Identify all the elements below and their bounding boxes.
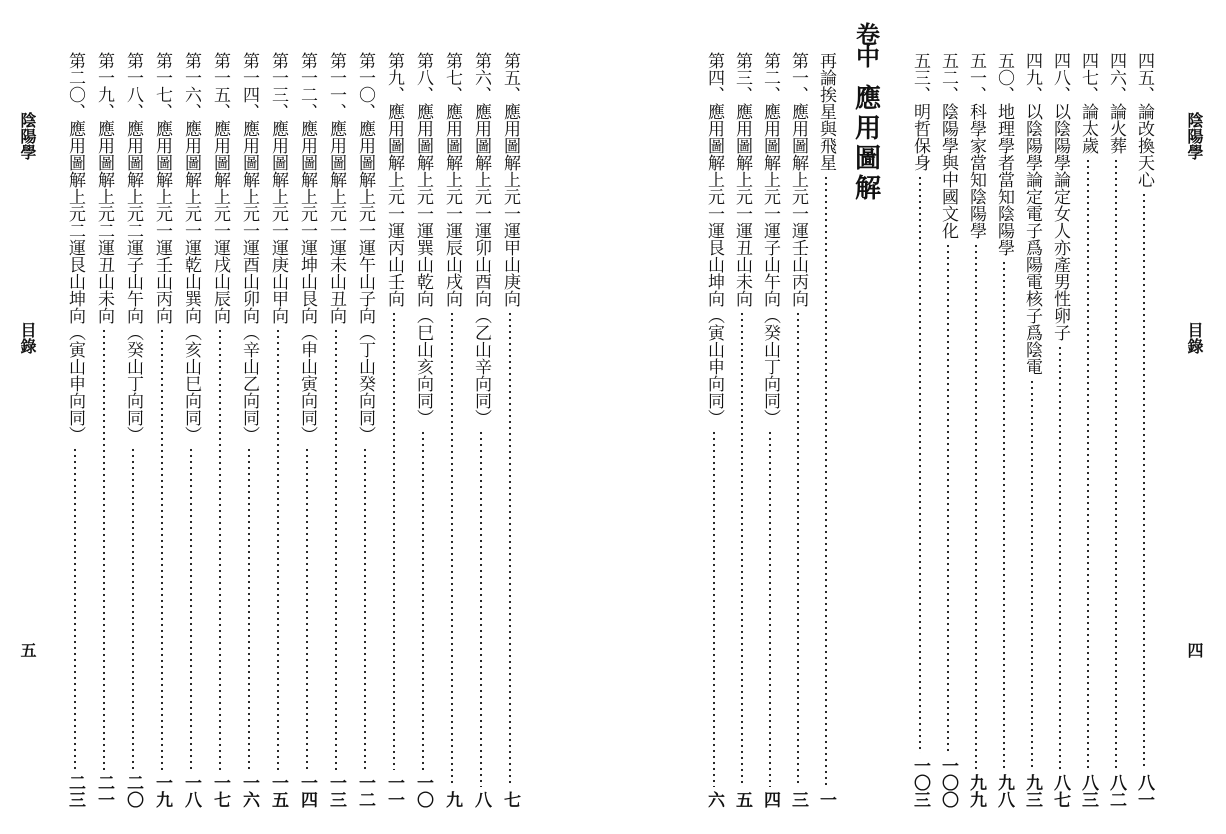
toc-entry: 第一四、應用圖解上元一運酉山卯向（辛山乙向同） 一六 <box>239 52 259 808</box>
toc-entry: 四七、論太歲 八三 <box>1078 52 1098 808</box>
toc-entry: 第二、應用圖解上元一運子山午向（癸山丁向同） 四 <box>760 52 780 808</box>
toc-entry: 第四、應用圖解上元一運艮山坤向（寅山申向同） 六 <box>704 52 724 808</box>
running-title: 陰陽學 <box>18 112 37 160</box>
page-number: 五 <box>18 642 37 658</box>
section-label: 目錄 <box>18 322 37 354</box>
volume-name: 應用圖解 <box>850 84 881 204</box>
volume-heading <box>849 22 883 282</box>
toc-entry: 五一、科學家當知陰陽學 九九 <box>966 52 986 808</box>
toc-entry: 第一、應用圖解上元一運壬山丙向 三 <box>788 52 808 808</box>
toc-entry: 五三、明哲保身 一〇三 <box>910 52 930 808</box>
toc-entry: 第一八、應用圖解上元二運子山午向（癸山丁向同） 二〇 <box>123 52 143 808</box>
toc-entry: 第一九、應用圖解上元二運丑山未向 二一 <box>94 52 114 808</box>
toc-entry: 第九、應用圖解上元一運丙山壬向 一一 <box>384 52 404 808</box>
running-title: 陰陽學 <box>1185 112 1204 160</box>
toc-entry: 第一二、應用圖解上元一運坤山艮向（申山寅向同） 一四 <box>297 52 317 808</box>
toc-entry: 再論挨星與飛星 一 <box>816 52 836 808</box>
toc-entry: 第一七、應用圖解上元一運壬山丙向 一九 <box>152 52 172 808</box>
toc-entry: 第三、應用圖解上元一運丑山未向 五 <box>732 52 752 808</box>
volume-part: 卷中 <box>851 22 881 66</box>
toc-entry: 第一五、應用圖解上元一運戌山辰向 一七 <box>210 52 230 808</box>
toc-entry: 四六、論火葬 八二 <box>1106 52 1126 808</box>
toc-entry: 五二、陰陽學與中國文化 一〇〇 <box>938 52 958 808</box>
toc-entry: 第一六、應用圖解上元一運乾山巽向（亥山巳向同） 一八 <box>181 52 201 808</box>
toc-entry: 第八、應用圖解上元一運巽山乾向（巳山亥向同） 一〇 <box>413 52 433 808</box>
toc-entry: 四八、以陰陽學論定女人亦產男性卵子 八七 <box>1050 52 1070 808</box>
toc-entry: 五〇、地理學者當知陰陽學 九八 <box>994 52 1014 808</box>
page-number: 四 <box>1185 642 1204 658</box>
toc-entry: 第一一、應用圖解上元一運未山丑向 一三 <box>326 52 346 808</box>
toc-entry: 四五、論改換天心 八一 <box>1134 52 1154 808</box>
toc-entry: 第二〇、應用圖解上元二運艮山坤向（寅山申向同） 二三 <box>65 52 85 808</box>
right-page <box>613 0 1226 834</box>
toc-entry: 第七、應用圖解上元一運辰山戌向 九 <box>442 52 462 808</box>
toc-entry: 第一〇、應用圖解上元一運午山子向（丁山癸向同） 一二 <box>355 52 375 808</box>
toc-entry: 第五、應用圖解上元一運甲山庚向 七 <box>500 52 520 808</box>
toc-entry: 第六、應用圖解上元一運卯山酉向（乙山辛向同） 八 <box>471 52 491 808</box>
toc-entry: 第一三、應用圖解上元一運庚山甲向 一五 <box>268 52 288 808</box>
section-label: 目錄 <box>1185 322 1204 354</box>
toc-entry: 四九、以陰陽學論定電子爲陽電核子爲陰電 九三 <box>1022 52 1042 808</box>
